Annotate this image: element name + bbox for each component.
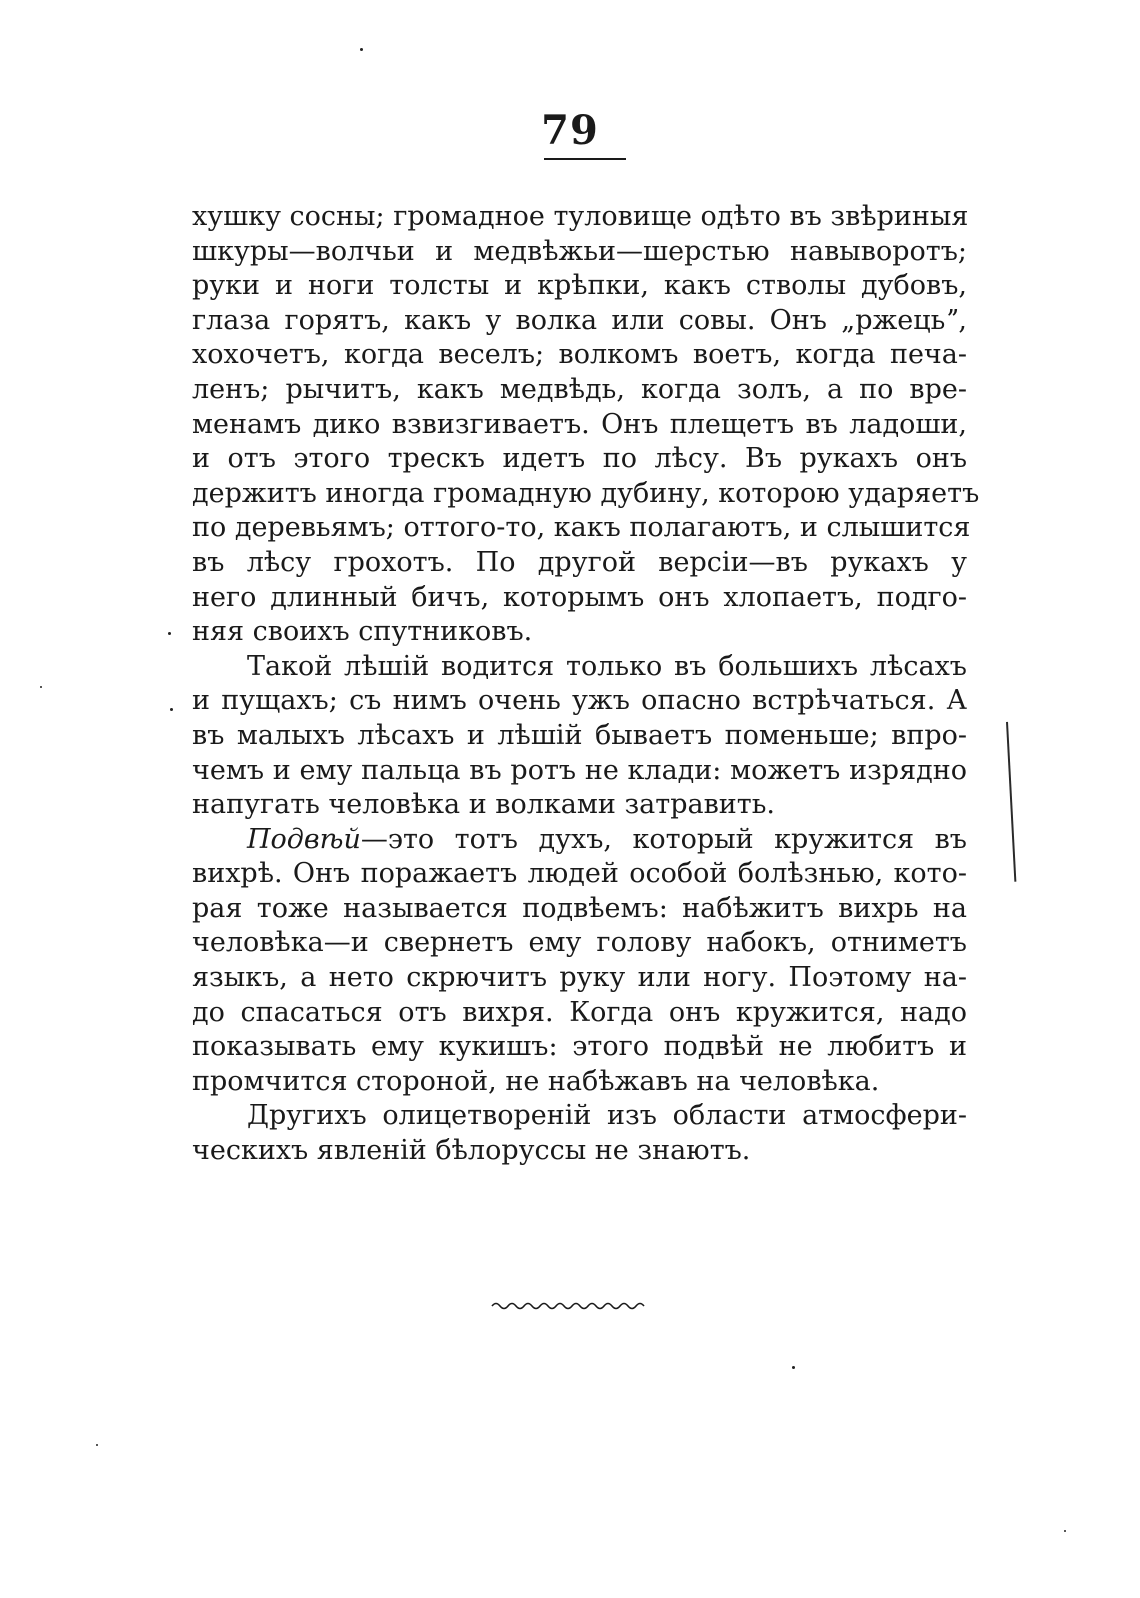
paragraph-1 bbox=[192, 200, 980, 650]
scan-speck bbox=[170, 708, 173, 711]
margin-pencil-mark bbox=[1006, 722, 1016, 882]
text-line: Другихъ олицетвореній изъ области атмосфери- bbox=[247, 1100, 967, 1132]
text-line: ленъ; рычитъ, какъ медвѣдь, когда золъ, а по вре- bbox=[192, 373, 967, 405]
text-line: глаза горятъ, какъ у волка или совы. Онъ „ржецьˮ, bbox=[192, 304, 967, 336]
text-line: человѣка—и свернетъ ему голову набокъ, отниметъ bbox=[192, 927, 967, 959]
page-number: 79 bbox=[541, 107, 599, 154]
scan-speck bbox=[792, 1366, 795, 1369]
text-line: по деревьямъ; оттого-то, какъ полагаютъ, и слышится bbox=[192, 512, 971, 544]
text-line: языкъ, а нето скрючитъ руку или ногу. Поэтому на- bbox=[192, 962, 967, 994]
text-line: рая тоже называется подвѣемъ: набѣжитъ вихрь на bbox=[192, 892, 967, 924]
text-line: держитъ иногда громадную дубину, которою ударяетъ bbox=[192, 477, 980, 509]
text-line: руки и ноги толсты и крѣпки, какъ стволы дубовъ, bbox=[192, 270, 967, 302]
scan-speck bbox=[96, 1444, 98, 1446]
text-line: и пущахъ; съ нимъ очень ужъ опасно встрѣчаться. А bbox=[192, 685, 967, 717]
paragraph-3 bbox=[192, 823, 967, 1100]
text-line: промчится стороной, не набѣжавъ на человѣка. bbox=[192, 1065, 880, 1097]
text-line: напугать человѣка и волками затравить. bbox=[192, 789, 776, 821]
scan-speck bbox=[360, 48, 363, 51]
scan-speck bbox=[168, 632, 171, 635]
paragraph-2 bbox=[192, 650, 967, 823]
text-line: показывать ему кукишъ: этого подвѣй не любитъ и bbox=[192, 1031, 967, 1063]
text-line: до спасаться отъ вихря. Когда онъ кружится, надо bbox=[192, 996, 967, 1028]
wavy-ornament-divider bbox=[490, 1299, 650, 1313]
text-fragment: —это тотъ духъ, который кружится въ bbox=[360, 823, 967, 855]
scan-speck bbox=[1064, 1530, 1066, 1532]
text-line: шкуры—волчьи и медвѣжьи—шерстью навыворотъ; bbox=[192, 235, 967, 267]
text-line: хохочетъ, когда веселъ; волкомъ воетъ, когда печа- bbox=[192, 339, 967, 371]
italic-term: Подвѣй bbox=[247, 823, 361, 855]
paragraph-4 bbox=[192, 1099, 967, 1168]
text-line: ческихъ явленій бѣлоруссы не знаютъ. bbox=[192, 1135, 751, 1167]
text-line: няя своихъ спутниковъ. bbox=[192, 616, 533, 648]
text-line: Такой лѣшій водится только въ большихъ лѣсахъ bbox=[247, 650, 967, 682]
text-line: вихрѣ. Онъ поражаетъ людей особой болѣзнью, кото- bbox=[192, 858, 967, 890]
text-line: въ малыхъ лѣсахъ и лѣшій бываетъ поменьше; впро- bbox=[192, 719, 967, 751]
body-text bbox=[192, 200, 980, 1169]
text-line: и отъ этого трескъ идетъ по лѣсу. Въ рукахъ онъ bbox=[192, 443, 967, 475]
text-line: чемъ и ему пальца въ ротъ не клади: можетъ изрядно bbox=[192, 754, 967, 786]
page-number-underline bbox=[544, 158, 626, 160]
text-line: хушку сосны; громадное туловище одѣто въ звѣриныя bbox=[192, 201, 969, 232]
text-line: въ лѣсу грохотъ. По другой версіи—въ рукахъ у bbox=[192, 546, 967, 578]
text-line: менамъ дико взвизгиваетъ. Онъ плещетъ въ ладоши, bbox=[192, 408, 967, 440]
text-line bbox=[192, 823, 967, 858]
scan-speck bbox=[40, 686, 42, 688]
text-line: него длинный бичъ, которымъ онъ хлопаетъ, подго- bbox=[192, 581, 967, 613]
